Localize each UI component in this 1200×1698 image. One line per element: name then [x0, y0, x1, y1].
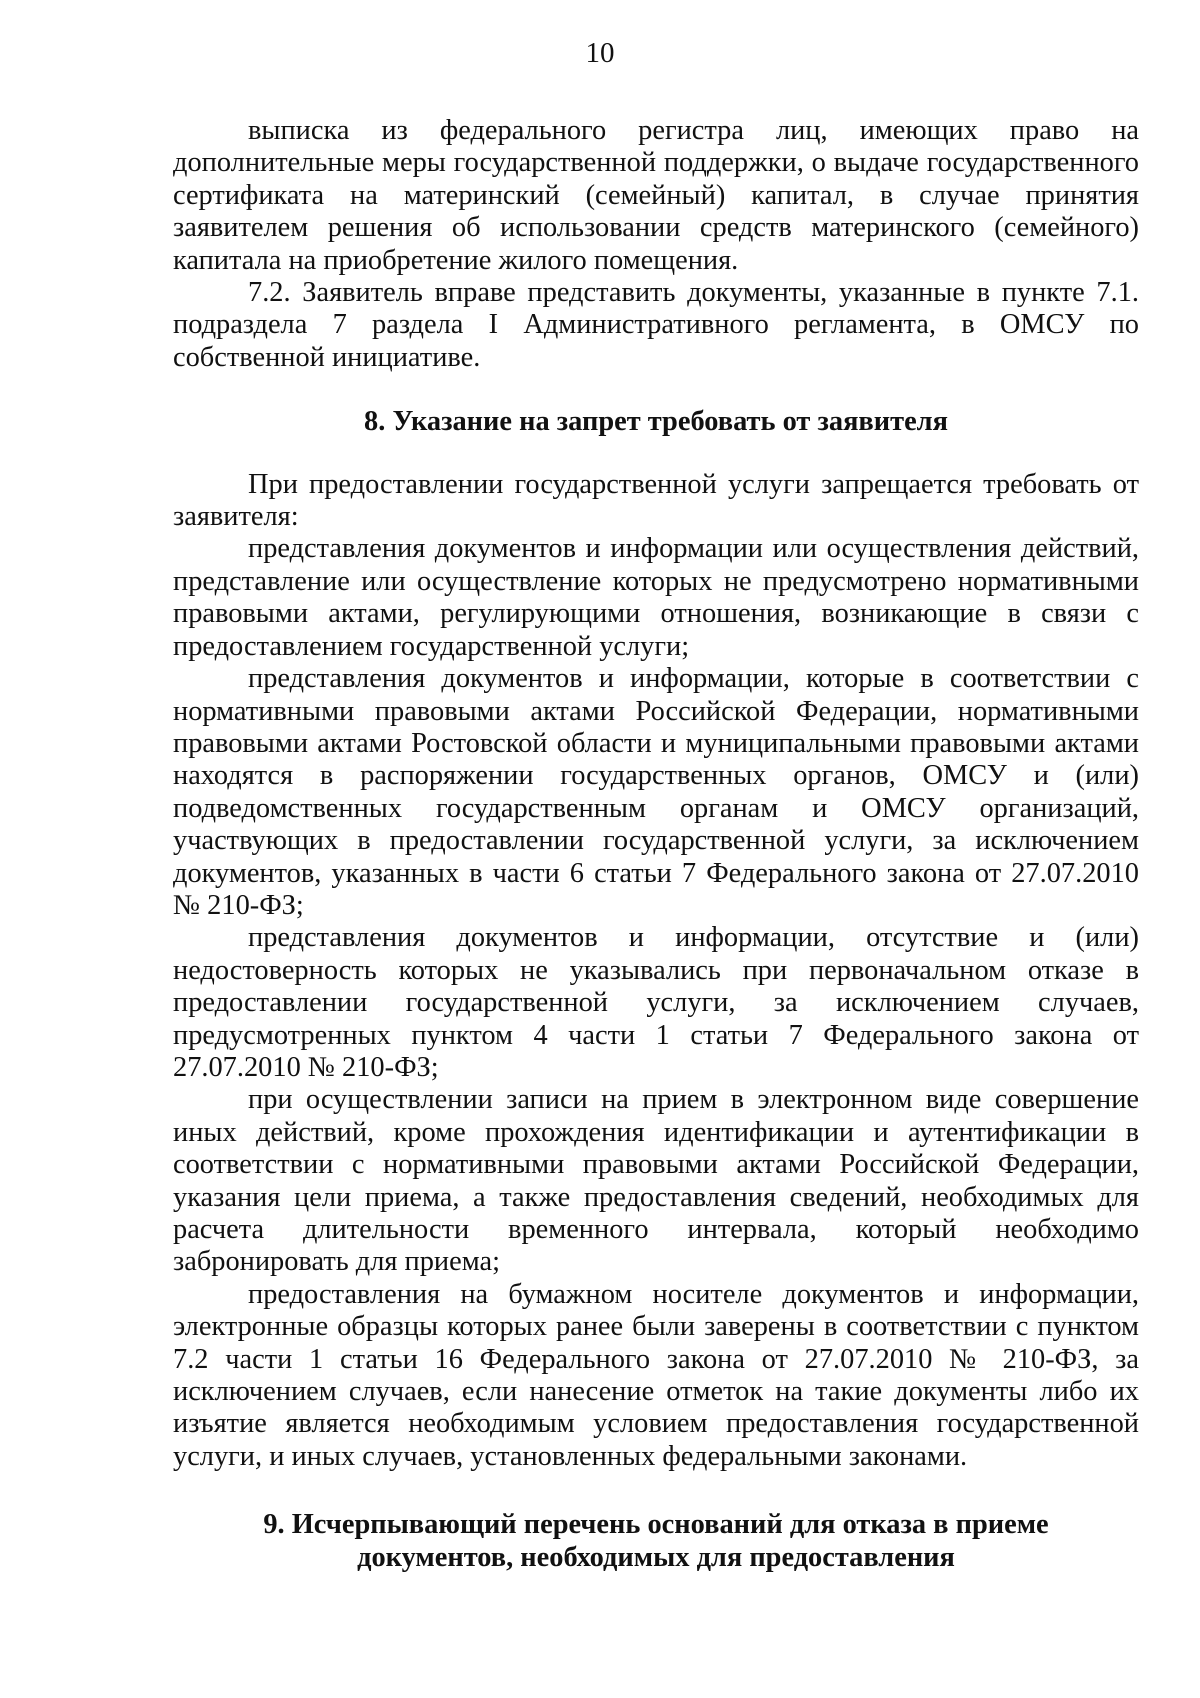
paragraph-7-2: 7.2. Заявитель вправе представить документы, указанные в пункте 7.1. подраздела 7 раздела I Административного регламента, в ОМСУ по собственной инициативе.	[173, 277, 1139, 373]
section-8-paragraph-electronic-appointment: при осуществлении записи на прием в электронном виде совершение иных действий, кроме прохождения идентификации и аутентификации в соответствии с нормативными правовыми актами Российской Федерации, указания цели приема, а также предоставления сведений, необходимых для расчета длительности временного интервала, который необходимо забронировать для приема;	[173, 1084, 1139, 1278]
section-8-paragraph-documents-available: представления документов и информации, которые в соответствии с нормативными правовыми актами Российской Федерации, нормативными правовыми актами Ростовской области и муниципальными правовыми актами находятся в распоряжении государственных органов, ОМСУ и (или) подведомственных государственным органам и ОМСУ организаций, участвующих в предоставлении государственной услуги, за исключением документов, указанных в части 6 статьи 7 Федерального закона от 27.07.2010 № 210-ФЗ;	[173, 663, 1139, 921]
page-content	[173, 115, 1139, 1574]
section-8-paragraph-paper-documents: предоставления на бумажном носителе документов и информации, электронные образцы которых ранее были заверены в соответствии с пунктом 7.2 части 1 статьи 16 Федерального закона от 27.07.2010 № 210-ФЗ, за исключением случаев, если нанесение отметок на такие документы либо их изъятие является необходимым условием предоставления государственной услуги, и иных случаев, установленных федеральными законами.	[173, 1278, 1139, 1472]
section-8-paragraph-actions: представления документов и информации или осуществления действий, представление или осуществление которых не предусмотрено нормативными правовыми актами, регулирующими отношения, возникающие в связи с предоставлением государственной услуги;	[173, 533, 1139, 662]
section-9-heading-line-2: документов, необходимых для предоставления	[357, 1541, 955, 1573]
section-8-paragraph-unreliability: представления документов и информации, отсутствие и (или) недостоверность которых не указывались при первоначальном отказе в предоставлении государственной услуги, за исключением случаев, предусмотренных пунктом 4 части 1 статьи 7 Федерального закона от 27.07.2010 № 210-ФЗ;	[173, 922, 1139, 1083]
section-8-paragraph-intro: При предоставлении государственной услуги запрещается требовать от заявителя:	[173, 468, 1139, 533]
paragraph-extract-registry: выписка из федерального регистра лиц, имеющих право на дополнительные меры государственной поддержки, о выдаче государственного сертификата на материнский (семейный) капитал, в случае принятия заявителем решения об использовании средств материнского (семейного) капитала на приобретение жилого помещения.	[173, 115, 1139, 276]
page-number: 10	[585, 37, 615, 69]
section-9-heading	[173, 1509, 1139, 1574]
section-9-heading-line-1: 9. Исчерпывающий перечень оснований для отказа в приеме	[263, 1509, 1049, 1541]
section-8-heading: 8. Указание на запрет требовать от заявителя	[364, 406, 948, 438]
